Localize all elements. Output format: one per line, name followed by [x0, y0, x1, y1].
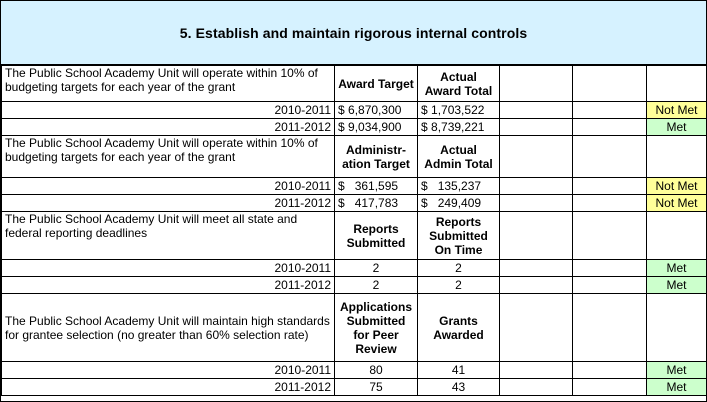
value-cell: 41	[418, 362, 500, 379]
section-description: The Public School Academy Unit will operate within 10% of budgeting targets for each year of the grant	[2, 136, 335, 178]
year-cell: 2011-2012	[2, 195, 335, 212]
empty-cell	[647, 212, 707, 260]
status-cell: Met	[647, 362, 707, 379]
value-cell	[418, 119, 500, 136]
value-cell: 75	[335, 379, 418, 396]
year-cell: 2010-2011	[2, 362, 335, 379]
column-header: Applications Submitted for Peer Review	[335, 294, 418, 362]
value-cell	[335, 195, 418, 212]
currency-symbol: $	[338, 120, 345, 134]
empty-cell	[500, 102, 573, 119]
empty-cell	[500, 212, 573, 260]
value-cell: 2	[418, 260, 500, 277]
column-header: Actual Award Total	[418, 66, 500, 102]
value-cell: 43	[418, 379, 500, 396]
status-cell: Not Met	[647, 178, 707, 195]
value: 9,034,900	[348, 120, 402, 134]
section-description: The Public School Academy Unit will meet all state and federal reporting deadlines	[2, 212, 335, 260]
controls-table	[1, 65, 707, 396]
year-cell: 2011-2012	[2, 277, 335, 294]
page-title: 5. Establish and maintain rigorous internal controls	[179, 24, 528, 41]
empty-cell	[573, 102, 647, 119]
title-row	[1, 1, 706, 65]
column-header: Reports Submitted On Time	[418, 212, 500, 260]
empty-cell	[647, 136, 707, 178]
value-cell	[418, 178, 500, 195]
value-cell	[335, 178, 418, 195]
table-row	[2, 277, 707, 294]
currency-symbol: $	[338, 196, 345, 210]
empty-cell	[573, 277, 647, 294]
status-cell: Met	[647, 119, 707, 136]
section-header-row	[2, 294, 707, 362]
table-row	[2, 102, 707, 119]
value-cell: 2	[335, 277, 418, 294]
value: 8,739,221	[431, 120, 485, 134]
empty-cell	[573, 66, 647, 102]
value-cell	[335, 102, 418, 119]
empty-cell	[500, 119, 573, 136]
empty-cell	[647, 294, 707, 362]
year-cell: 2011-2012	[2, 119, 335, 136]
section-description: The Public School Academy Unit will maintain high standards for grantee selection (no greater than 60% selection rate)	[2, 294, 335, 362]
empty-cell	[573, 119, 647, 136]
currency-symbol: $	[421, 120, 428, 134]
column-header: Administr-ation Target	[335, 136, 418, 178]
table-row	[2, 362, 707, 379]
value-cell	[335, 119, 418, 136]
empty-cell	[573, 294, 647, 362]
year-cell: 2010-2011	[2, 178, 335, 195]
currency-symbol: $	[421, 196, 428, 210]
status-cell: Met	[647, 260, 707, 277]
table-row	[2, 178, 707, 195]
empty-cell	[500, 136, 573, 178]
status-cell: Met	[647, 277, 707, 294]
empty-cell	[573, 212, 647, 260]
empty-cell	[573, 195, 647, 212]
column-header: Grants Awarded	[418, 294, 500, 362]
value: 417,783	[354, 196, 399, 210]
empty-cell	[500, 294, 573, 362]
empty-cell	[573, 178, 647, 195]
value-cell	[418, 102, 500, 119]
section-header-row	[2, 66, 707, 102]
table-row	[2, 260, 707, 277]
status-cell: Not Met	[647, 195, 707, 212]
value-cell: 2	[418, 277, 500, 294]
value-cell	[418, 195, 500, 212]
value: 361,595	[354, 179, 399, 193]
empty-cell	[573, 260, 647, 277]
value-cell: 2	[335, 260, 418, 277]
empty-cell	[500, 379, 573, 396]
value: 249,409	[437, 196, 482, 210]
section-header-row	[2, 212, 707, 260]
value-cell: 80	[335, 362, 418, 379]
empty-cell	[500, 277, 573, 294]
currency-symbol: $	[338, 103, 345, 117]
empty-cell	[500, 362, 573, 379]
status-cell: Met	[647, 379, 707, 396]
currency-symbol: $	[338, 179, 345, 193]
column-header: Actual Admin Total	[418, 136, 500, 178]
empty-cell	[573, 362, 647, 379]
empty-cell	[500, 260, 573, 277]
empty-cell	[500, 178, 573, 195]
empty-cell	[573, 136, 647, 178]
value: 6,870,300	[348, 103, 402, 117]
currency-symbol: $	[421, 103, 428, 117]
table-row	[2, 195, 707, 212]
column-header: Reports Submitted	[335, 212, 418, 260]
section-header-row	[2, 136, 707, 178]
year-cell: 2010-2011	[2, 102, 335, 119]
status-cell: Not Met	[647, 102, 707, 119]
table-row	[2, 379, 707, 396]
empty-cell	[500, 195, 573, 212]
empty-cell	[573, 379, 647, 396]
value: 135,237	[437, 179, 482, 193]
year-cell: 2011-2012	[2, 379, 335, 396]
table-row	[2, 119, 707, 136]
column-header: Award Target	[335, 66, 418, 102]
currency-symbol: $	[421, 179, 428, 193]
empty-cell	[647, 66, 707, 102]
empty-cell	[500, 66, 573, 102]
section-description: The Public School Academy Unit will operate within 10% of budgeting targets for each year of the grant	[2, 66, 335, 102]
value: 1,703,522	[431, 103, 485, 117]
year-cell: 2010-2011	[2, 260, 335, 277]
